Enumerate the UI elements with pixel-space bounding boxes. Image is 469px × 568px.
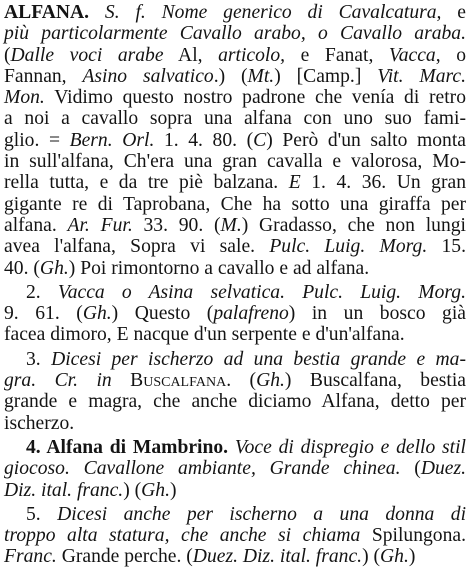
entry-text: in sull'alfana, Ch'era una gran cavalla e valorosa, Mo- (4, 151, 466, 173)
entry-text: grande e magra, che anche diciamo Alfana, detto per (4, 391, 466, 413)
entry-text: Pulc. Luig. Morg. (269, 236, 428, 258)
entry-sense-3 (4, 349, 466, 434)
entry-text: ischerzo. (4, 412, 75, 434)
entry-line (4, 303, 466, 324)
entry-text: glio. = (4, 129, 70, 151)
entry-line (4, 546, 466, 567)
headword-text: 4. Alfana di Mambrino. (26, 436, 229, 458)
entry-line (4, 45, 466, 66)
entry-text: Gh. (82, 303, 112, 325)
entry-text: 1. 4. 80. ( (154, 129, 254, 151)
entry-text: Vacca (388, 44, 436, 66)
entry-text: gra. Cr. in (4, 370, 112, 392)
entry-text: Mon. (4, 87, 45, 109)
entry-text: ) [Camp.] (274, 65, 378, 87)
entry-text: Buscalfana (130, 370, 227, 392)
entry-text: 9. 61. ( (4, 303, 83, 325)
entry-text: Gh. (256, 370, 285, 392)
entry-sense-2 (4, 282, 466, 346)
entry-text: ) ( (123, 479, 142, 501)
entry-line (4, 236, 466, 257)
entry-text: avea l'alfana, Sopra vi sale. (4, 236, 270, 258)
entry-text: Gh. (39, 257, 69, 279)
entry-text: ) Gradasso, che non lungi (241, 214, 466, 236)
entry-text: Vit. Marc. (377, 65, 466, 87)
entry-line (4, 324, 466, 345)
entry-line (4, 370, 466, 391)
entry-line (4, 87, 466, 108)
entry-text: , o (435, 44, 466, 66)
entry-text: ) Poi rimontorno a cavallo e ad alfana. (68, 257, 370, 279)
entry-text (228, 437, 235, 458)
entry-text: Bern. Orl. (69, 129, 155, 151)
entry-line (4, 172, 466, 193)
entry-line (4, 258, 466, 279)
entry-text: 2. (26, 281, 58, 303)
entry-text: Diz. ital. franc. (4, 479, 124, 501)
entry-text: 15. (427, 236, 467, 258)
entry-text: 33. 90. ( (132, 214, 221, 236)
dictionary-entry-alfana (4, 2, 466, 568)
entry-line (4, 391, 466, 412)
entry-text: ) Questo ( (111, 303, 214, 325)
entry-text: Dicesi anche per ischerno a una donna di (57, 503, 467, 525)
entry-line (4, 413, 466, 434)
entry-text: .) ( (213, 65, 248, 87)
entry-text: Dicesi per ischerzo ad una bestia grande e ma- (51, 348, 467, 370)
entry-text: troppo alta statura, che anche si chiama (4, 525, 361, 547)
entry-text: Franc. (4, 546, 57, 568)
entry-line (4, 66, 466, 87)
entry-text: Mt. (247, 65, 275, 87)
dictionary-page (4, 2, 466, 568)
entry-line (4, 151, 466, 172)
entry-text: Ar. Fur. (67, 214, 133, 236)
entry-text: articolo, (218, 44, 286, 66)
entry-line (4, 480, 466, 501)
entry-text: più particolarmente Cavallo arabo, o Cavallo araba. (4, 23, 466, 45)
entry-line (4, 525, 466, 546)
entry-text: Grande perche. ( (56, 546, 193, 568)
entry-text: Gh. (380, 546, 409, 568)
entry-line (4, 282, 466, 303)
headword-text: ALFANA. (4, 2, 90, 23)
entry-line (4, 23, 466, 44)
entry-text: . ( (226, 370, 257, 392)
entry-text: ) ( (362, 546, 381, 568)
entry-text: Dalle voci arabe (10, 44, 164, 66)
entry-sense-4 (4, 437, 466, 501)
entry-line (4, 437, 466, 458)
entry-text: Al, (163, 44, 219, 66)
entry-text: Fannan, (4, 65, 83, 87)
entry-line (4, 504, 466, 525)
entry-text: Spilungona. (360, 525, 466, 547)
entry-line (4, 215, 466, 236)
entry-line (4, 130, 466, 151)
entry-text: a noi a cavallo sopra una alfana con uno suo fami- (4, 108, 466, 130)
entry-text: 1. 4. 36. Un gran (300, 172, 467, 194)
entry-text: ( (400, 458, 421, 480)
entry-text: 5. (26, 503, 58, 525)
entry-text: rella tutta, e da tre piè balzana. (4, 172, 289, 194)
entry-body (4, 2, 466, 568)
entry-definition-main (4, 2, 466, 279)
entry-text: Voce di dispregio e dello stil (234, 436, 466, 458)
entry-text: Gh. (141, 479, 171, 501)
entry-text: C (253, 129, 267, 151)
entry-text: S. f. Nome generico di Cavalcatura, (104, 2, 442, 23)
entry-line (4, 349, 466, 370)
entry-text: E (288, 172, 301, 194)
entry-text: 3. (26, 348, 52, 370)
entry-text: ) Però d'un salto monta (266, 129, 466, 151)
entry-text: Vidimo questo nostro padrone che venía di retro (44, 87, 466, 109)
entry-text (112, 370, 130, 391)
entry-text: ) (408, 546, 416, 568)
entry-text: palafreno (213, 303, 289, 325)
entry-text: e (441, 2, 466, 23)
entry-text: e Fanat, (285, 44, 389, 66)
entry-line (4, 108, 466, 129)
entry-text: Asino salvatico (82, 65, 214, 87)
entry-text: ) Buscalfana, bestia (284, 370, 466, 392)
entry-text: ( (4, 44, 11, 66)
entry-line (4, 458, 466, 479)
entry-text (89, 2, 105, 23)
entry-sense-5 (4, 504, 466, 568)
entry-text: facea dimoro, E nacque d'un serpente e d'un'alfana. (4, 324, 405, 346)
entry-line (4, 2, 466, 23)
entry-text: giocoso. Cavallone ambiante, Grande chinea. (4, 458, 401, 480)
entry-text: Vacca o Asina selvatica. Pulc. Luig. Morg. (57, 281, 466, 303)
entry-line (4, 194, 466, 215)
entry-text: Duez. Diz. ital. franc. (192, 546, 363, 568)
entry-text: 40. ( (4, 257, 40, 279)
entry-text: gigante re di Taprobana, Che ha sotto una giraffa per (4, 193, 466, 215)
entry-text: ) in un bosco già (288, 303, 466, 325)
entry-text: ) (170, 479, 177, 501)
entry-text: alfana. (4, 214, 68, 236)
entry-text: M. (220, 214, 242, 236)
entry-text: Duez. (420, 458, 466, 480)
